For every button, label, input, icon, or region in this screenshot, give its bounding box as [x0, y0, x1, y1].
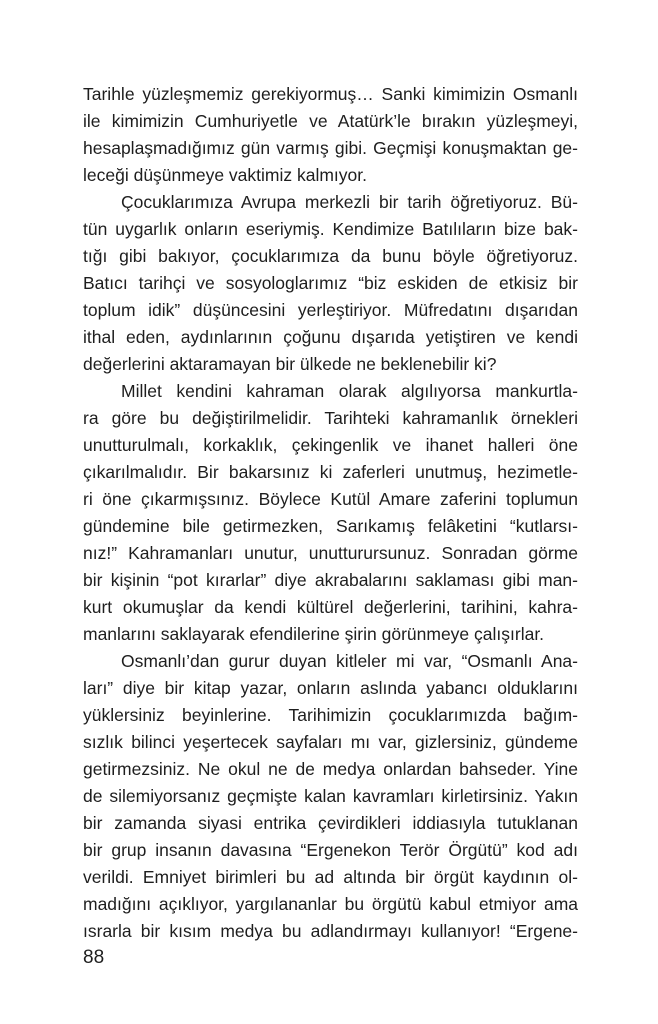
text-line: ithal eden, aydınlarının çoğunu dışarıda yetiştiren ve kendi: [83, 327, 578, 347]
text-line: Çocuklarımıza Avrupa merkezli bir tarih öğretiyoruz. Bü-: [121, 192, 578, 212]
text-line: Millet kendini kahraman olarak algılıyorsa mankurtla-: [121, 381, 578, 401]
text-line: tün uygarlık onların eseriymiş. Kendimize Batılıların bize bak-: [83, 219, 578, 239]
text-line: ra göre bu değiştirilmelidir. Tarihteki kahramanlık örnekleri: [83, 408, 578, 428]
text-line: getirmezsiniz. Ne okul ne de medya onlardan bahseder. Yine: [83, 759, 578, 779]
text-line: Osmanlı’dan gurur duyan kitleler mi var, “Osmanlı Ana-: [121, 651, 578, 671]
text-line: bir grup insanın davasına “Ergenekon Terör Örgütü” kod adı: [83, 840, 578, 860]
text-line: değerlerini aktaramayan bir ülkede ne beklenebilir ki?: [83, 354, 497, 374]
text-line: toplum idik” düşüncesini yerleştiriyor. Müfredatını dışarıdan: [83, 300, 578, 320]
text-line: bir zamanda siyasi entrika çevirdikleri iddiasıyla tutuklanan: [83, 813, 578, 833]
text-line: nız!” Kahramanları unutur, unutturursunuz. Sonradan görme: [83, 543, 578, 563]
text-line: ısrarla bir kısım medya bu adlandırmayı kullanıyor! “Ergene-: [83, 921, 578, 941]
text-line: unutturulmalı, korkaklık, çekingenlik ve ihanet halleri öne: [83, 435, 578, 455]
page-number: 88: [83, 947, 105, 968]
text-line: ri öne çıkarmışsınız. Böylece Kutül Amare zaferini toplumun: [83, 489, 578, 509]
text-line: leceği düşünmeye vaktimiz kalmıyor.: [83, 165, 367, 185]
text-line: Tarihle yüzleşmemiz gerekiyormuş… Sanki kimimizin Osmanlı: [83, 84, 578, 104]
text-line: de silemiyorsanız geçmişte kalan kavramları kirletirsiniz. Yakın: [83, 786, 578, 806]
text-line: manlarını saklayarak efendilerine şirin görünmeye çalışırlar.: [83, 624, 545, 644]
text-line: bir kişinin “pot kırarlar” diye akrabalarını saklaması gibi man-: [83, 570, 578, 590]
text-line: Batıcı tarihçi ve sosyologlarımız “biz eskiden de etkisiz bir: [83, 273, 578, 293]
text-line: yüklersiniz beyinlerine. Tarihimizin çocuklarımızda bağım-: [83, 705, 578, 725]
text-line: gündemine bile getirmezken, Sarıkamış felâketini “kutlarsı-: [83, 516, 578, 536]
text-line: verildi. Emniyet birimleri bu ad altında bir örgüt kaydının ol-: [83, 867, 578, 887]
text-line: ları” diye bir kitap yazar, onların aslında yabancı olduklarını: [83, 678, 578, 698]
text-block: [83, 81, 578, 945]
text-line: kurt okumuşlar da kendi kültürel değerlerini, tarihini, kahra-: [83, 597, 578, 617]
text-line: sızlık bilinci yeşertecek sayfaları mı var, gizlersiniz, gündeme: [83, 732, 578, 752]
text-line: çıkarılmalıdır. Bir bakarsınız ki zaferleri unutmuş, hezimetle-: [83, 462, 578, 482]
text-line: ile kimimizin Cumhuriyetle ve Atatürk’le bırakın yüzleşmeyi,: [83, 111, 578, 131]
text-line: hesaplaşmadığımız gün varmış gibi. Geçmişi konuşmaktan ge-: [83, 138, 578, 158]
text-line: tığı gibi bakıyor, çocuklarımıza da bunu böyle öğretiyoruz.: [83, 246, 578, 266]
text-line: madığını açıklıyor, yargılananlar bu örgütü kabul etmiyor ama: [83, 894, 578, 914]
